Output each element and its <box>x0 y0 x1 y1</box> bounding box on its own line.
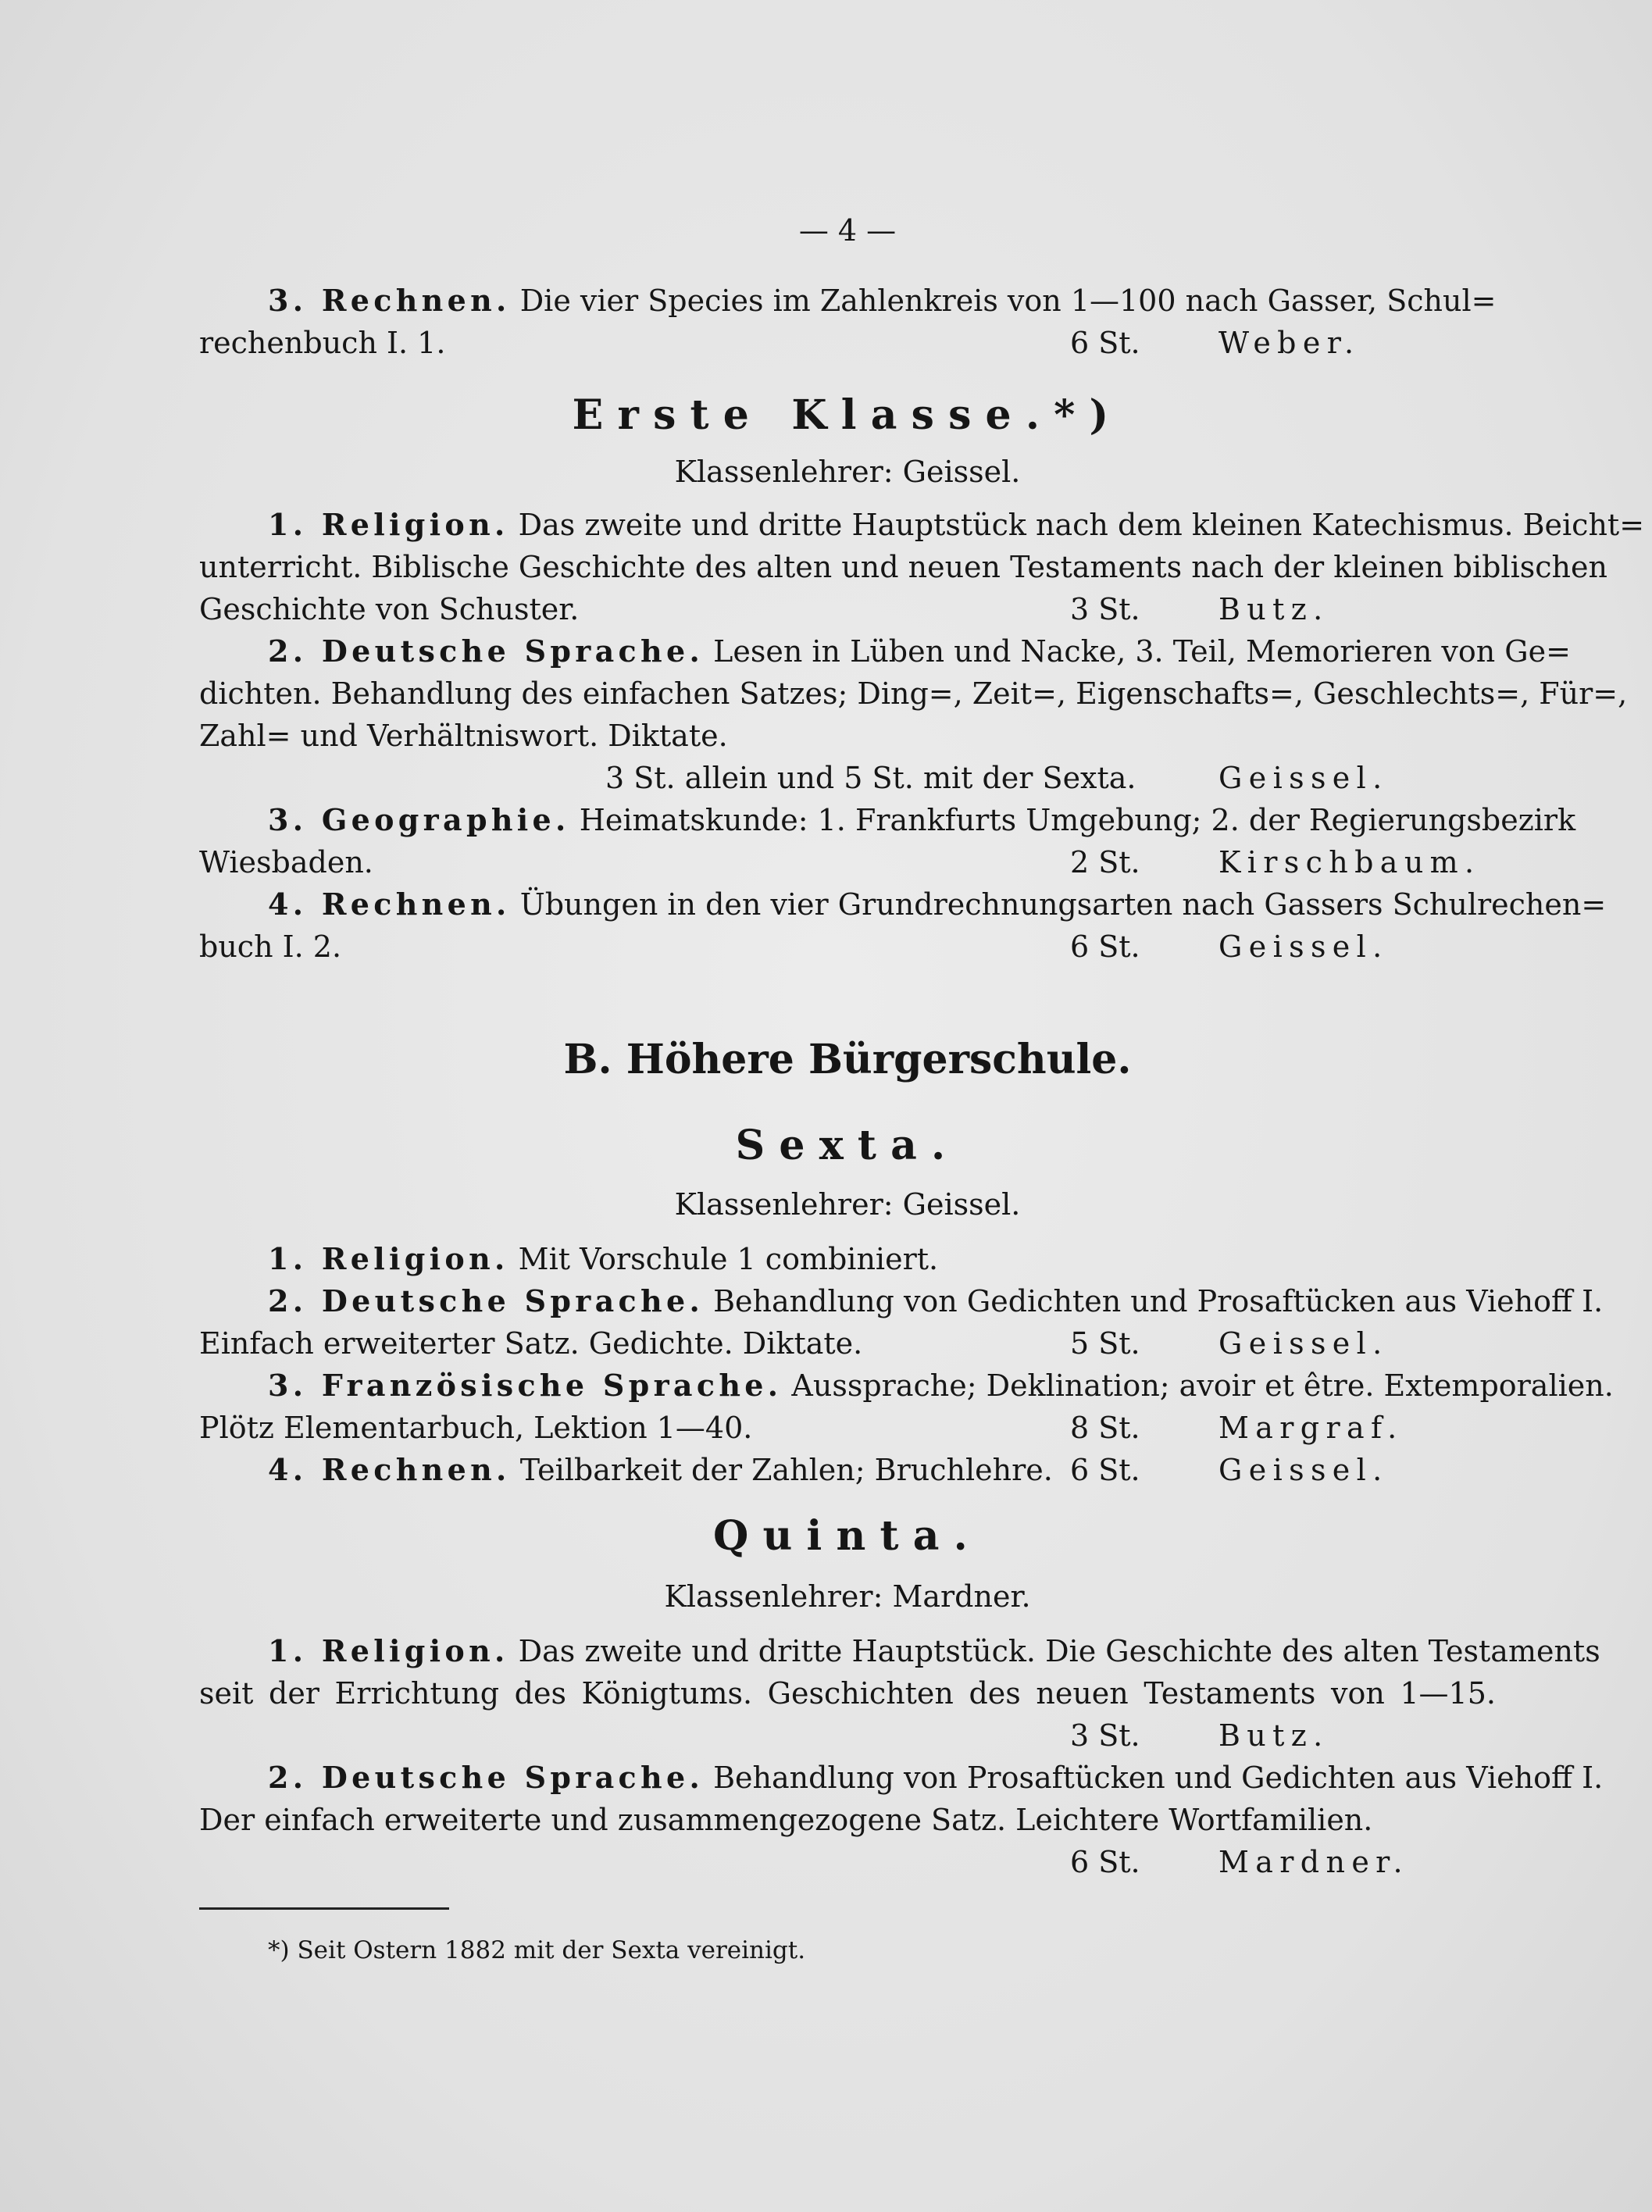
erste-deutsch-teacher: Geissel. <box>1218 761 1389 795</box>
quinta-religion-hours: 3 St. <box>1070 1718 1140 1753</box>
erste-deutsch-line4 <box>199 757 1496 799</box>
section-b-heading: B. Höhere Bürgerschule. <box>563 1036 1132 1083</box>
erste-rechnen-hours: 6 St. <box>1070 929 1140 964</box>
erste-geographie-line1: 3. Geographie. Heimatskunde: 1. Frankfurts Umgebung; 2. der Regierungsbezirk <box>268 802 1576 837</box>
footnote: *) Seit Ostern 1882 mit der Sexta vereinigt. <box>268 1936 806 1964</box>
sexta-deutsch-label: 2. Deutsche Sprache. <box>268 1283 705 1318</box>
quinta-deutsch-line2: Der einfach erweiterte und zusammengezogene Satz. Leichtere Wortfamilien. <box>199 1803 1373 1837</box>
quinta-religion-line1: 1. Religion. Das zweite und dritte Hauptstück. Die Geschichte des alten Testaments <box>268 1633 1600 1668</box>
quinta-deutsch-label: 2. Deutsche Sprache. <box>268 1760 705 1795</box>
sexta-religion-line1: 1. Religion. Mit Vorschule 1 combiniert. <box>268 1241 939 1276</box>
top-rechnen-label: 3. Rechnen. <box>268 283 511 318</box>
sexta-franzoesisch-teacher: Margraf. <box>1218 1411 1404 1445</box>
sexta-rechnen-line1: 4. Rechnen. Teilbarkeit der Zahlen; Bruchlehre. 6 St. Geissel. <box>199 1449 1565 1491</box>
quinta-deutsch-line3 <box>199 1841 1496 1883</box>
erste-religion-hours: 3 St. <box>1070 592 1140 626</box>
quinta-deutsch-line1: 2. Deutsche Sprache. Behandlung von Prosaftücken und Gedichten aus Viehoff I. <box>268 1760 1604 1795</box>
top-rechnen-line1: 3. Rechnen. Die vier Species im Zahlenkreis von 1—100 nach Gasser, Schul= <box>268 283 1497 318</box>
erste-klassenlehrer: Klassenlehrer: Geissel. <box>674 455 1021 489</box>
erste-rechnen-label: 4. Rechnen. <box>268 887 511 922</box>
sexta-franzoesisch-hours: 8 St. <box>1070 1411 1140 1445</box>
erste-geographie-teacher: Kirschbaum. <box>1218 845 1481 879</box>
sexta-deutsch-line1: 2. Deutsche Sprache. Behandlung von Gedichten und Prosaftücken aus Viehoff I. <box>268 1283 1604 1318</box>
erste-rechnen-line2: buch I. 2. 6 St. Geissel. <box>199 926 1496 968</box>
erste-deutsch-line3: Zahl= und Verhältniswort. Diktate. <box>199 719 728 753</box>
erste-geographie-label: 3. Geographie. <box>268 802 570 837</box>
erste-rechnen-line1: 4. Rechnen. Übungen in den vier Grundrechnungsarten nach Gassers Schulrechen= <box>268 887 1607 922</box>
quinta-deutsch-hours: 6 St. <box>1070 1845 1140 1879</box>
sexta-rechnen-hours: 6 St. <box>1070 1453 1140 1487</box>
erste-deutsch-hours: 3 St. allein und 5 St. mit der Sexta. <box>605 761 1136 795</box>
quinta-heading: Quinta. <box>713 1512 982 1560</box>
sexta-heading: Sexta. <box>735 1122 960 1169</box>
top-rechnen-teacher: Weber. <box>1218 326 1361 360</box>
erste-religion-line1: 1. Religion. Das zweite und dritte Hauptstück nach dem kleinen Katechismus. Beicht= <box>268 507 1645 542</box>
quinta-klassenlehrer: Klassenlehrer: Mardner. <box>664 1579 1031 1614</box>
quinta-religion-line2: seit der Errichtung des Königtums. Geschichten des neuen Testaments von 1—15. <box>199 1676 1496 1711</box>
erste-geographie-hours: 2 St. <box>1070 845 1140 879</box>
sexta-deutsch-hours: 5 St. <box>1070 1326 1140 1361</box>
quinta-religion-teacher: Butz. <box>1218 1718 1329 1753</box>
erste-religion-teacher: Butz. <box>1218 592 1329 626</box>
footnote-rule <box>199 1907 449 1910</box>
sexta-franzoesisch-line2: Plötz Elementarbuch, Lektion 1—40. 8 St. Margraf. <box>199 1407 1496 1449</box>
quinta-religion-line3 <box>199 1714 1496 1757</box>
erste-klasse-heading: Erste Klasse.*) <box>572 391 1123 439</box>
erste-religion-line3: Geschichte von Schuster. 3 St. Butz. <box>199 588 1496 630</box>
sexta-franzoesisch-line1: 3. Französische Sprache. Aussprache; Deklination; avoir et être. Extemporalien. <box>268 1368 1614 1403</box>
sexta-deutsch-teacher: Geissel. <box>1218 1326 1389 1361</box>
sexta-klassenlehrer: Klassenlehrer: Geissel. <box>674 1187 1021 1222</box>
top-rechnen-hours: 6 St. <box>1070 326 1140 360</box>
sexta-rechnen-teacher: Geissel. <box>1218 1453 1389 1487</box>
sexta-rechnen-label: 4. Rechnen. <box>268 1452 511 1487</box>
erste-deutsch-line1: 2. Deutsche Sprache. Lesen in Lüben und Nacke, 3. Teil, Memorieren von Ge= <box>268 633 1571 669</box>
sexta-religion-label: 1. Religion. <box>268 1241 509 1276</box>
quinta-deutsch-teacher: Mardner. <box>1218 1845 1409 1879</box>
erste-religion-line2: unterricht. Biblische Geschichte des alten und neuen Testaments nach der kleinen biblischen <box>199 550 1607 584</box>
erste-geographie-line2: Wiesbaden. 2 St. Kirschbaum. <box>199 841 1496 883</box>
erste-rechnen-teacher: Geissel. <box>1218 929 1389 964</box>
quinta-religion-label: 1. Religion. <box>268 1633 509 1668</box>
erste-deutsch-line2: dichten. Behandlung des einfachen Satzes; Ding=, Zeit=, Eigenschafts=, Geschlechts=, Für=, <box>199 676 1628 711</box>
page-number: — 4 — <box>798 213 897 248</box>
sexta-franzoesisch-label: 3. Französische Sprache. <box>268 1368 783 1403</box>
erste-religion-label: 1. Religion. <box>268 507 509 542</box>
top-rechnen-line2: rechenbuch I. 1. 6 St. Weber. <box>199 322 1496 364</box>
sexta-deutsch-line2: Einfach erweiterter Satz. Gedichte. Diktate. 5 St. Geissel. <box>199 1322 1496 1365</box>
erste-deutsch-label: 2. Deutsche Sprache. <box>268 633 705 669</box>
